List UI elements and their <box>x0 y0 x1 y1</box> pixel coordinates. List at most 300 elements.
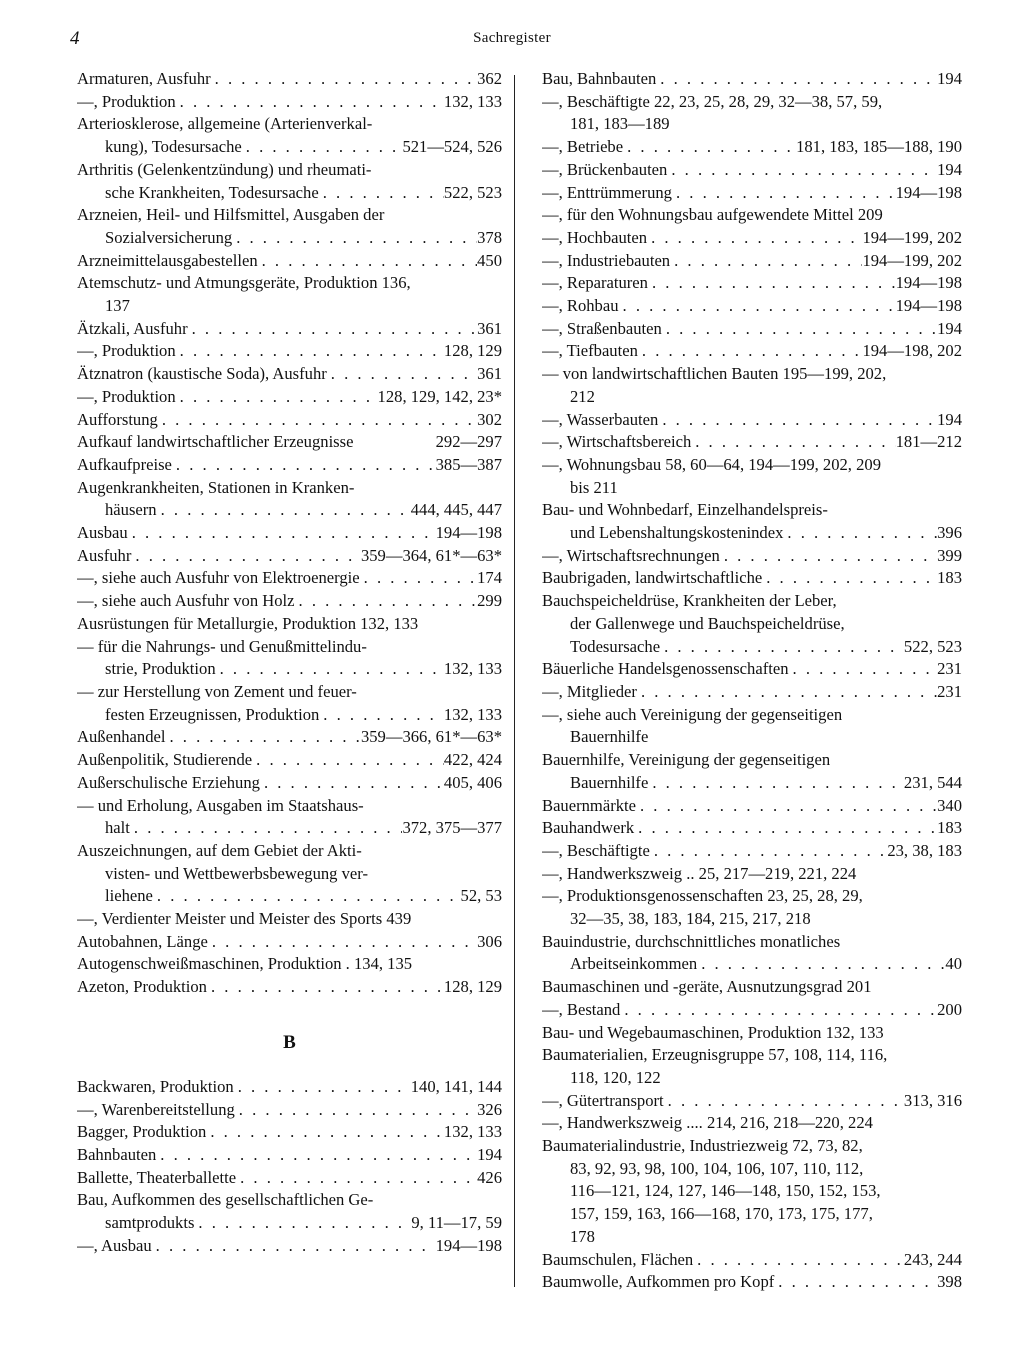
index-entry <box>542 567 962 590</box>
dot-leader <box>691 431 895 454</box>
index-entry <box>542 817 962 840</box>
dot-leader <box>638 340 863 363</box>
entry-text: —, Rohbau <box>542 296 619 316</box>
entry-text: visten- und Wettbewerbsbewegung ver- <box>105 863 368 883</box>
entry-line <box>77 454 502 477</box>
entry-page-refs: 194 <box>937 409 962 429</box>
index-entry <box>77 1235 502 1258</box>
entry-page-refs: 194—199, 202 <box>862 227 962 247</box>
dot-leader <box>636 795 937 818</box>
entry-text: Bagger, Produktion <box>77 1122 207 1142</box>
index-entry <box>77 749 502 772</box>
entry-text: —, Industriebauten <box>542 250 671 270</box>
index-entry <box>77 250 502 273</box>
index-entry <box>77 159 502 204</box>
entry-page-refs: 231 <box>937 659 962 679</box>
entry-line <box>542 567 962 590</box>
entry-page-refs: 128, 129, 142, 23* <box>377 386 502 406</box>
column-divider <box>514 75 515 1287</box>
index-entry <box>542 409 962 432</box>
entry-text: der Gallenwege und Bauchspeicheldrüse, <box>570 613 845 633</box>
entry-line <box>542 204 962 227</box>
index-entry <box>542 340 962 363</box>
entry-page-refs: 398 <box>937 1272 962 1292</box>
entry-line <box>77 681 502 704</box>
entry-text: Bau- und Wohnbedarf, Einzelhandelspreis- <box>542 500 828 520</box>
entry-page-refs: 378 <box>477 227 502 247</box>
entry-text: Bauindustrie, durchschnittliches monatliches <box>542 931 841 951</box>
entry-page-refs: 372, 375—377 <box>402 818 502 838</box>
entry-line <box>77 1167 502 1190</box>
entry-line <box>77 91 502 114</box>
entry-text: —, Produktion <box>77 341 176 361</box>
entry-text: —, Handwerkszweig .... 214, 216, 218—220, 224 <box>542 1113 873 1133</box>
entry-text: —, Bestand <box>542 999 621 1019</box>
entry-page-refs: 181, 183, 185—188, 190 <box>796 137 962 157</box>
entry-line <box>77 1144 502 1167</box>
entry-line <box>77 1076 502 1099</box>
dot-leader <box>232 227 477 250</box>
entry-page-refs: 23, 38, 183 <box>887 840 962 860</box>
entry-line <box>77 68 502 91</box>
dot-leader <box>172 454 436 477</box>
entry-text: bis 211 <box>570 477 618 497</box>
dot-leader <box>130 817 403 840</box>
index-entry <box>77 636 502 681</box>
entry-text: —, Produktionsgenossenschaften 23, 25, 28, 29, <box>542 886 863 906</box>
entry-text: sche Krankheiten, Todesursache <box>105 182 319 202</box>
dot-leader <box>762 567 937 590</box>
dot-leader <box>131 545 361 568</box>
entries-section-a <box>77 68 502 999</box>
dot-leader <box>319 704 444 727</box>
index-entry <box>77 113 502 158</box>
entry-text: Ausbau <box>77 523 128 543</box>
entry-text: — zur Herstellung von Zement und feuer- <box>77 681 357 701</box>
index-entry <box>542 182 962 205</box>
index-entry <box>77 454 502 477</box>
dot-leader <box>156 1144 477 1167</box>
dot-leader <box>176 91 444 114</box>
entry-line <box>77 340 502 363</box>
dot-leader <box>648 272 896 295</box>
entry-text: —, Reparaturen <box>542 273 648 293</box>
entry-text: Backwaren, Produktion <box>77 1076 234 1096</box>
entry-text: Bauhandwerk <box>542 818 635 838</box>
index-entry <box>77 1167 502 1190</box>
entry-continuation-line <box>77 885 502 908</box>
entry-page-refs: 132, 133 <box>443 91 502 111</box>
dot-leader <box>656 68 937 91</box>
entry-line <box>542 340 962 363</box>
entry-line <box>77 386 502 409</box>
index-entry <box>77 318 502 341</box>
index-entry <box>542 295 962 318</box>
entry-line <box>542 295 962 318</box>
index-entry <box>77 204 502 249</box>
dot-leader <box>235 1099 477 1122</box>
entry-text: Augenkrankheiten, Stationen in Kranken- <box>77 477 355 497</box>
entry-page-refs: 399 <box>937 545 962 565</box>
entry-line <box>542 749 962 772</box>
dot-leader <box>157 499 411 522</box>
entry-continuation-line <box>77 136 502 159</box>
entry-continuation-line <box>77 182 502 205</box>
dot-leader <box>176 386 378 409</box>
entry-continuation-line <box>542 636 962 659</box>
entry-line <box>542 409 962 432</box>
entry-line <box>77 545 502 568</box>
index-entry <box>77 340 502 363</box>
entry-text: 118, 120, 122 <box>570 1067 661 1087</box>
entry-page-refs: 183 <box>937 568 962 588</box>
index-entry <box>542 658 962 681</box>
index-entry <box>542 1271 962 1294</box>
entry-line <box>542 931 962 954</box>
entry-page-refs: 200 <box>937 999 962 1019</box>
index-entry <box>77 726 502 749</box>
entry-text: —, Mitglieder <box>542 681 637 701</box>
dot-leader <box>236 1167 477 1190</box>
index-entry <box>77 931 502 954</box>
index-entry <box>77 1099 502 1122</box>
entry-line <box>77 840 502 863</box>
entry-page-refs: 132, 133 <box>443 659 502 679</box>
entry-page-refs: 422, 424 <box>443 750 502 770</box>
entry-text: Bauernhilfe <box>570 727 649 747</box>
section-letter: B <box>283 1031 296 1053</box>
entry-line <box>542 1249 962 1272</box>
entry-line <box>77 590 502 613</box>
entry-text: —, Wohnungsbau 58, 60—64, 194—199, 202, 209 <box>542 454 881 474</box>
entry-continuation-line <box>77 1212 502 1235</box>
entry-text: Atemschutz- und Atmungsgeräte, Produktion 136, <box>77 273 411 293</box>
index-entry <box>542 931 962 976</box>
index-entry <box>542 68 962 91</box>
entry-text: Ätzkali, Ausfuhr <box>77 318 188 338</box>
entry-page-refs: 306 <box>477 931 502 951</box>
entry-text: —, Beschäftigte 22, 23, 25, 28, 29, 32—38, 57, 59, <box>542 91 883 111</box>
entry-text: Arzneimittelausgabestellen <box>77 250 258 270</box>
entry-page-refs: 299 <box>477 591 502 611</box>
entry-line <box>542 681 962 704</box>
entry-text: —, Produktion <box>77 386 176 406</box>
entry-text: Außenpolitik, Studierende <box>77 750 253 770</box>
entry-text: —, siehe auch Ausfuhr von Elektroenergie <box>77 568 360 588</box>
index-entry <box>542 795 962 818</box>
entry-page-refs: 194—198 <box>895 273 962 293</box>
entry-page-refs: 359—366, 61*—63* <box>360 727 502 747</box>
entry-line <box>542 182 962 205</box>
entry-text: und Lebenshaltungskostenindex <box>570 523 784 543</box>
entry-page-refs: 396 <box>937 523 962 543</box>
entry-text: —, siehe auch Ausfuhr von Holz <box>77 591 295 611</box>
index-entry <box>77 68 502 91</box>
entry-line <box>77 908 502 931</box>
entry-line <box>77 976 502 999</box>
entry-line <box>542 840 962 863</box>
entry-text: Autogenschweißmaschinen, Produktion . 134, 135 <box>77 954 413 974</box>
entry-page-refs: 40 <box>945 954 962 974</box>
entry-page-refs: 313, 316 <box>903 1090 962 1110</box>
index-entry <box>77 272 502 317</box>
entry-line <box>77 363 502 386</box>
entry-line <box>77 795 502 818</box>
entry-line <box>542 1112 962 1135</box>
entry-continuation-line <box>77 658 502 681</box>
entry-line <box>77 113 502 136</box>
index-entry <box>542 863 962 886</box>
entry-text: —, Tiefbauten <box>542 341 638 361</box>
entry-page-refs: 183 <box>937 818 962 838</box>
dot-leader <box>667 159 937 182</box>
entry-line <box>542 454 962 477</box>
entry-text: Bau, Aufkommen des gesellschaftlichen Ge- <box>77 1190 374 1210</box>
entry-text: —, Hochbauten <box>542 227 648 247</box>
entry-page-refs: 128, 129 <box>443 341 502 361</box>
index-entry <box>542 1112 962 1135</box>
entry-line <box>542 1135 962 1158</box>
entry-page-refs: 181—212 <box>895 432 962 452</box>
entry-continuation-line <box>77 499 502 522</box>
entry-text: 181, 183—189 <box>570 114 670 134</box>
entry-page-refs: 450 <box>477 250 502 270</box>
index-entry <box>77 567 502 590</box>
entry-text: Autobahnen, Länge <box>77 931 208 951</box>
entry-continuation-line <box>542 1158 962 1181</box>
dot-leader <box>216 658 444 681</box>
entry-line <box>542 250 962 273</box>
index-entry <box>542 840 962 863</box>
index-entry <box>77 976 502 999</box>
page-number: 4 <box>70 28 80 49</box>
entry-text: Ausrüstungen für Metallurgie, Produktion 132, 133 <box>77 613 419 633</box>
entry-line <box>542 227 962 250</box>
entry-text: Azeton, Produktion <box>77 977 207 997</box>
entry-text: Auszeichnungen, auf dem Gebiet der Akti- <box>77 840 362 860</box>
entry-text: 212 <box>570 386 595 406</box>
entry-line <box>77 522 502 545</box>
dot-leader <box>658 409 937 432</box>
index-entry <box>77 590 502 613</box>
entry-line <box>542 431 962 454</box>
entry-text: halt <box>105 818 130 838</box>
entry-page-refs: 426 <box>477 1167 502 1187</box>
entry-text: —, Produktion <box>77 91 176 111</box>
entry-text: —, Warenbereitstellung <box>77 1099 235 1119</box>
entry-text: Aufkauf landwirtschaftlicher Erzeugnisse <box>77 432 354 452</box>
entry-page-refs: 340 <box>937 795 962 815</box>
dot-leader <box>158 409 477 432</box>
index-entry <box>542 159 962 182</box>
dot-leader <box>188 318 478 341</box>
entry-page-refs: 231 <box>937 681 962 701</box>
entry-text: 83, 92, 93, 98, 100, 104, 106, 107, 110, 112, <box>570 1158 864 1178</box>
entry-line <box>542 1022 962 1045</box>
entry-page-refs: 361 <box>477 364 502 384</box>
entry-line <box>542 658 962 681</box>
index-entry <box>542 704 962 749</box>
entry-page-refs: 194—198, 202 <box>862 341 962 361</box>
entry-line <box>77 567 502 590</box>
index-entry <box>77 522 502 545</box>
entry-text: —, Wasserbauten <box>542 409 659 429</box>
entry-text: Außenhandel <box>77 727 166 747</box>
entry-text: Arteriosklerose, allgemeine (Arterienverkal- <box>77 114 373 134</box>
entry-continuation-line <box>77 295 502 318</box>
index-entry <box>77 908 502 931</box>
index-entry <box>77 1121 502 1144</box>
entry-page-refs: 194 <box>937 159 962 179</box>
index-entry <box>542 363 962 408</box>
entry-text: Bauchspeicheldrüse, Krankheiten der Leber, <box>542 591 837 611</box>
entry-line <box>77 204 502 227</box>
index-entry <box>77 431 502 454</box>
entry-text: 178 <box>570 1226 595 1246</box>
entry-text: —, Handwerkszweig .. 25, 217—219, 221, 224 <box>542 863 857 883</box>
entry-text: Ausfuhr <box>77 545 132 565</box>
entry-text: Arthritis (Gelenkentzündung) und rheumati- <box>77 159 372 179</box>
entry-page-refs: 194—198 <box>895 182 962 202</box>
entry-page-refs: 302 <box>477 409 502 429</box>
dot-leader <box>206 1121 444 1144</box>
dot-leader <box>693 1249 904 1272</box>
entry-line <box>542 885 962 908</box>
dot-leader <box>360 567 477 590</box>
entry-page-refs: 132, 133 <box>443 1122 502 1142</box>
index-entry <box>542 545 962 568</box>
entry-continuation-line <box>542 1180 962 1203</box>
entry-line <box>77 431 502 454</box>
entry-text: Bau, Bahnbauten <box>542 69 657 88</box>
entry-page-refs: 52, 53 <box>460 886 502 906</box>
dot-leader <box>619 295 896 318</box>
entry-text: Bau- und Wegebaumaschinen, Produktion 132, 133 <box>542 1022 884 1042</box>
entry-page-refs: 231, 544 <box>903 772 962 792</box>
entry-line <box>77 477 502 500</box>
entry-line <box>542 545 962 568</box>
index-entry <box>542 136 962 159</box>
entry-text: — von landwirtschaftlichen Bauten 195—199, 202, <box>542 364 887 384</box>
dot-leader <box>152 1235 436 1258</box>
entry-line <box>542 590 962 613</box>
entry-text: Bauernmärkte <box>542 795 636 815</box>
entry-continuation-line <box>542 522 962 545</box>
entry-text: —, Gütertransport <box>542 1090 664 1110</box>
entry-line <box>542 1271 962 1294</box>
entry-page-refs: 326 <box>477 1099 502 1119</box>
entry-continuation-line <box>542 726 962 749</box>
dot-leader <box>660 636 904 659</box>
index-entry <box>542 976 962 999</box>
entry-line <box>542 159 962 182</box>
index-entry <box>542 272 962 295</box>
index-entry <box>77 613 502 636</box>
entry-page-refs: 243, 244 <box>903 1249 962 1269</box>
dot-leader <box>194 1212 411 1235</box>
entry-continuation-line <box>542 1226 962 1249</box>
entry-continuation-line <box>542 908 962 931</box>
entry-line <box>77 726 502 749</box>
entry-text: liehene <box>105 886 153 906</box>
index-entry <box>542 885 962 930</box>
dot-leader <box>789 658 938 681</box>
entry-text: Armaturen, Ausfuhr <box>77 69 211 88</box>
entry-page-refs: 194—198 <box>895 296 962 316</box>
entry-continuation-line <box>542 477 962 500</box>
dot-leader <box>207 976 444 999</box>
entry-page-refs: 132, 133 <box>443 704 502 724</box>
entry-line <box>77 409 502 432</box>
entry-line <box>77 272 502 295</box>
index-entry <box>77 477 502 522</box>
entry-line <box>77 250 502 273</box>
entry-page-refs: 359—364, 61*—63* <box>360 545 502 565</box>
dot-leader <box>242 136 403 159</box>
entry-text: samtprodukts <box>105 1213 195 1233</box>
entry-text: häusern <box>105 500 157 520</box>
entry-text: Baumaschinen und -geräte, Ausnutzungsgrad 201 <box>542 977 872 997</box>
dot-leader <box>650 840 888 863</box>
entry-line <box>542 863 962 886</box>
entry-page-refs: 522, 523 <box>443 182 502 202</box>
dot-leader <box>720 545 937 568</box>
entry-text: —, Ausbau <box>77 1235 152 1255</box>
entry-line <box>77 1235 502 1258</box>
entry-text: Ballette, Theaterballette <box>77 1167 237 1187</box>
entry-text: Ätznatron (kaustische Soda), Ausfuhr <box>77 364 327 384</box>
entry-continuation-line <box>542 613 962 636</box>
index-entry <box>542 250 962 273</box>
entry-line <box>542 1044 962 1067</box>
entry-line <box>542 136 962 159</box>
entry-continuation-line <box>542 386 962 409</box>
entry-text: —, Verdienter Meister und Meister des Sports 439 <box>77 909 412 929</box>
index-entry <box>542 681 962 704</box>
index-entry <box>77 681 502 726</box>
entry-text: Sozialversicherung <box>105 227 233 247</box>
running-head: Sachregister <box>473 30 551 46</box>
entry-line <box>542 318 962 341</box>
entry-text: Bahnbauten <box>77 1144 157 1164</box>
entries-right <box>542 68 962 1294</box>
entry-continuation-line <box>542 772 962 795</box>
entry-continuation-line <box>77 704 502 727</box>
index-entry <box>542 454 962 499</box>
entry-continuation-line <box>77 817 502 840</box>
entry-text: —, Beschäftigte <box>542 840 650 860</box>
entry-text: — für die Nahrungs- und Genußmittelindu- <box>77 636 367 656</box>
entry-line <box>77 318 502 341</box>
entry-page-refs: 140, 141, 144 <box>410 1076 502 1096</box>
entry-page-refs: 361 <box>477 318 502 338</box>
dot-leader <box>128 522 436 545</box>
index-entry <box>77 1189 502 1234</box>
entry-text: Aufforstung <box>77 409 158 429</box>
dot-leader <box>664 1090 904 1113</box>
index-entry <box>542 1249 962 1272</box>
entry-page-refs: 128, 129 <box>443 977 502 997</box>
entry-text: —, für den Wohnungsbau aufgewendete Mittel 209 <box>542 205 883 225</box>
index-entry <box>542 91 962 136</box>
entry-text: —, Wirtschaftsrechnungen <box>542 545 720 565</box>
entry-text: Außerschulische Erziehung <box>77 772 260 792</box>
entry-continuation-line <box>77 863 502 886</box>
entry-text: Baumaterialindustrie, Industriezweig 72, 73, 82, <box>542 1136 863 1156</box>
entry-text: Bäuerliche Handelsgenossenschaften <box>542 659 789 679</box>
entry-text: —, Brückenbauten <box>542 159 668 179</box>
dot-leader <box>234 1076 411 1099</box>
